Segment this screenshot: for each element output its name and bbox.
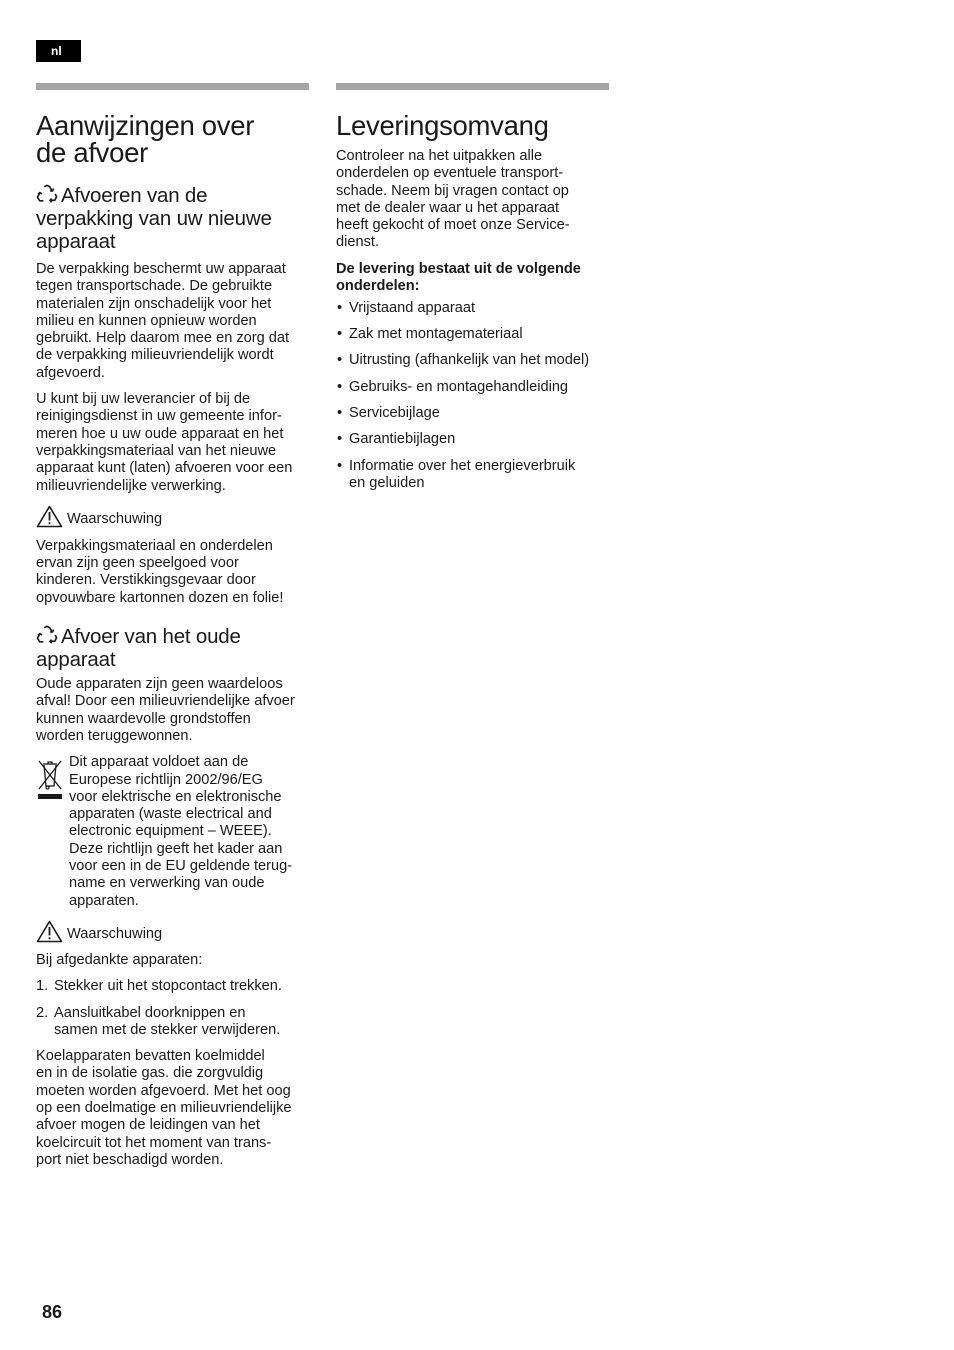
old-appliance-paragraph: [36, 676, 309, 745]
text-line: milieuvriendelijke verwerking.: [36, 477, 226, 494]
text-line: samen met de stekker verwijderen.: [54, 1021, 281, 1038]
step-number: 1.: [36, 978, 49, 995]
step-number: 2.: [36, 1004, 49, 1021]
crossed-out-bin-icon: [36, 756, 64, 802]
text-line: Gebruiks- en montagehandleiding: [349, 378, 569, 395]
text-line: milieu en kunnen opnieuw worden: [36, 312, 257, 329]
text-line: Informatie over het energieverbruik: [349, 457, 576, 474]
list-item: [336, 458, 609, 493]
step-item: [36, 1005, 309, 1040]
text-line: Stekker uit het stopcontact trekken.: [54, 978, 282, 995]
text-line: Europese richtlijn 2002/96/EG: [69, 771, 263, 788]
warning-label: Waarschuwing: [67, 925, 163, 942]
warning-triangle-icon: [36, 505, 63, 528]
text-line: port niet beschadigd worden.: [36, 1151, 224, 1168]
warning-header: [36, 920, 309, 943]
section-divider-bar: [336, 83, 609, 90]
text-line: Verpakkingsmateriaal en onderdelen: [36, 537, 273, 554]
delivery-column: [336, 83, 609, 501]
text-line: kinderen. Verstikkingsgevaar door: [36, 572, 256, 589]
text-line: onderdelen op eventuele transport-: [336, 165, 564, 182]
text-line: voor elektrische en elektronische: [69, 788, 282, 805]
text-line: met de dealer waar u het apparaat: [336, 199, 560, 216]
weee-notice: [36, 754, 309, 910]
disposal-title-line: Aanwijzingen over: [36, 110, 255, 141]
text-line: De levering bestaat uit de volgende: [336, 260, 581, 277]
list-item: [336, 379, 609, 396]
text-line: Controleer na het uitpakken alle: [336, 148, 543, 164]
text-line: koelcircuit tot het moment van trans-: [36, 1134, 272, 1151]
list-item: [336, 300, 609, 317]
packaging-paragraph: [36, 261, 309, 382]
disposal-title: [36, 112, 309, 166]
text-line: afgevoerd.: [36, 364, 105, 381]
packaging-heading-line: Afvoeren van de: [61, 184, 208, 207]
text-line: verpakkingsmateriaal van het nieuwe: [36, 442, 277, 459]
disposal-column: [36, 83, 309, 1169]
text-line: apparaat kunt (laten) afvoeren voor een: [36, 460, 293, 477]
old-appliance-heading: [36, 625, 309, 671]
text-line: Aansluitkabel doorknippen en: [54, 1004, 246, 1021]
text-line: dienst.: [336, 234, 379, 251]
text-line: Dit apparaat voldoet aan de: [69, 754, 249, 771]
text-line: Koelapparaten bevatten koelmiddel: [36, 1048, 265, 1065]
text-line: electronic equipment – WEEE).: [69, 823, 272, 840]
text-line: tegen transportschade. De gebruikte: [36, 278, 273, 295]
text-line: afvoer mogen de leidingen van het: [36, 1117, 260, 1134]
step-item: [36, 978, 309, 995]
text-line: Garantiebijlagen: [349, 431, 456, 448]
text-line: Oude apparaten zijn geen waardeloos: [36, 676, 283, 693]
text-line: en in de isolatie gas. die zorgvuldig: [36, 1065, 264, 1082]
delivery-list: [336, 300, 609, 492]
list-item: [336, 352, 609, 369]
delivery-list-heading: [336, 261, 609, 295]
list-item: [336, 431, 609, 448]
text-line: de verpakking milieuvriendelijk wordt: [36, 347, 274, 364]
text-line: voor een in de EU geldende terug-: [69, 858, 293, 875]
recycle-icon: [36, 625, 58, 645]
text-line: heeft gekocht of moet onze Service-: [336, 217, 570, 234]
text-line: Servicebijlage: [349, 404, 440, 421]
text-line: De verpakking beschermt uw apparaat: [36, 261, 286, 277]
text-line: apparaten (waste electrical and: [69, 806, 272, 823]
packaging-heading-line: verpakking van uw nieuwe: [36, 207, 272, 230]
section-divider-bar: [36, 83, 309, 90]
old-appliance-heading-line: apparaat: [36, 648, 116, 672]
recycle-icon: [36, 184, 58, 204]
text-line: afval! Door een milieuvriendelijke afvoer: [36, 693, 295, 710]
disposal-steps: [36, 978, 309, 1039]
text-line: gebruikt. Help daarom mee en zorg dat: [36, 330, 290, 347]
warning-intro: Bij afgedankte apparaten:: [36, 951, 203, 968]
packaging-paragraph: [36, 391, 309, 495]
text-line: op een doelmatige en milieuvriendelijke: [36, 1099, 292, 1116]
refrigerant-paragraph: [36, 1048, 309, 1169]
text-line: schade. Neem bij vragen contact op: [336, 182, 569, 199]
old-appliance-heading-line: Afvoer van het oude: [61, 625, 241, 649]
text-line: en geluiden: [349, 474, 425, 491]
text-line: meren hoe u uw oude apparaat en het: [36, 425, 284, 442]
warning-header: [36, 505, 309, 528]
list-item: [336, 326, 609, 343]
list-item: [336, 405, 609, 422]
text-line: materialen zijn onschadelijk voor het: [36, 295, 272, 312]
text-line: Vrijstaand apparaat: [349, 299, 476, 316]
text-line: moeten worden afgevoerd. Met het oog: [36, 1082, 291, 1099]
weee-text: [69, 754, 292, 910]
warning-triangle-icon: [36, 920, 63, 943]
text-line: Deze richtlijn geeft het kader aan: [69, 840, 283, 857]
packaging-heading: [36, 184, 309, 253]
text-line: U kunt bij uw leverancier of bij de: [36, 391, 251, 408]
text-line: opvouwbare kartonnen dozen en folie!: [36, 589, 284, 606]
warning-label: Waarschuwing: [67, 510, 163, 527]
text-line: ervan zijn geen speelgoed voor: [36, 555, 239, 572]
text-line: worden teruggewonnen.: [36, 727, 193, 744]
packaging-heading-line: apparaat: [36, 230, 116, 253]
warning-text: [36, 538, 309, 607]
disposal-title-line: de afvoer: [36, 137, 148, 168]
text-line: apparaten.: [69, 892, 139, 909]
page-number: 86: [42, 1302, 63, 1322]
delivery-title: Leveringsomvang: [336, 110, 549, 141]
language-badge: nl: [36, 40, 81, 62]
text-line: Uitrusting (afhankelijk van het model): [349, 352, 590, 369]
text-line: reinigingsdienst in uw gemeente infor-: [36, 408, 282, 425]
text-line: kunnen waardevolle grondstoffen: [36, 710, 251, 727]
text-line: onderdelen:: [336, 277, 420, 294]
text-line: name en verwerking van oude: [69, 875, 265, 892]
text-line: Zak met montagemateriaal: [349, 326, 523, 343]
delivery-intro: [336, 148, 609, 252]
